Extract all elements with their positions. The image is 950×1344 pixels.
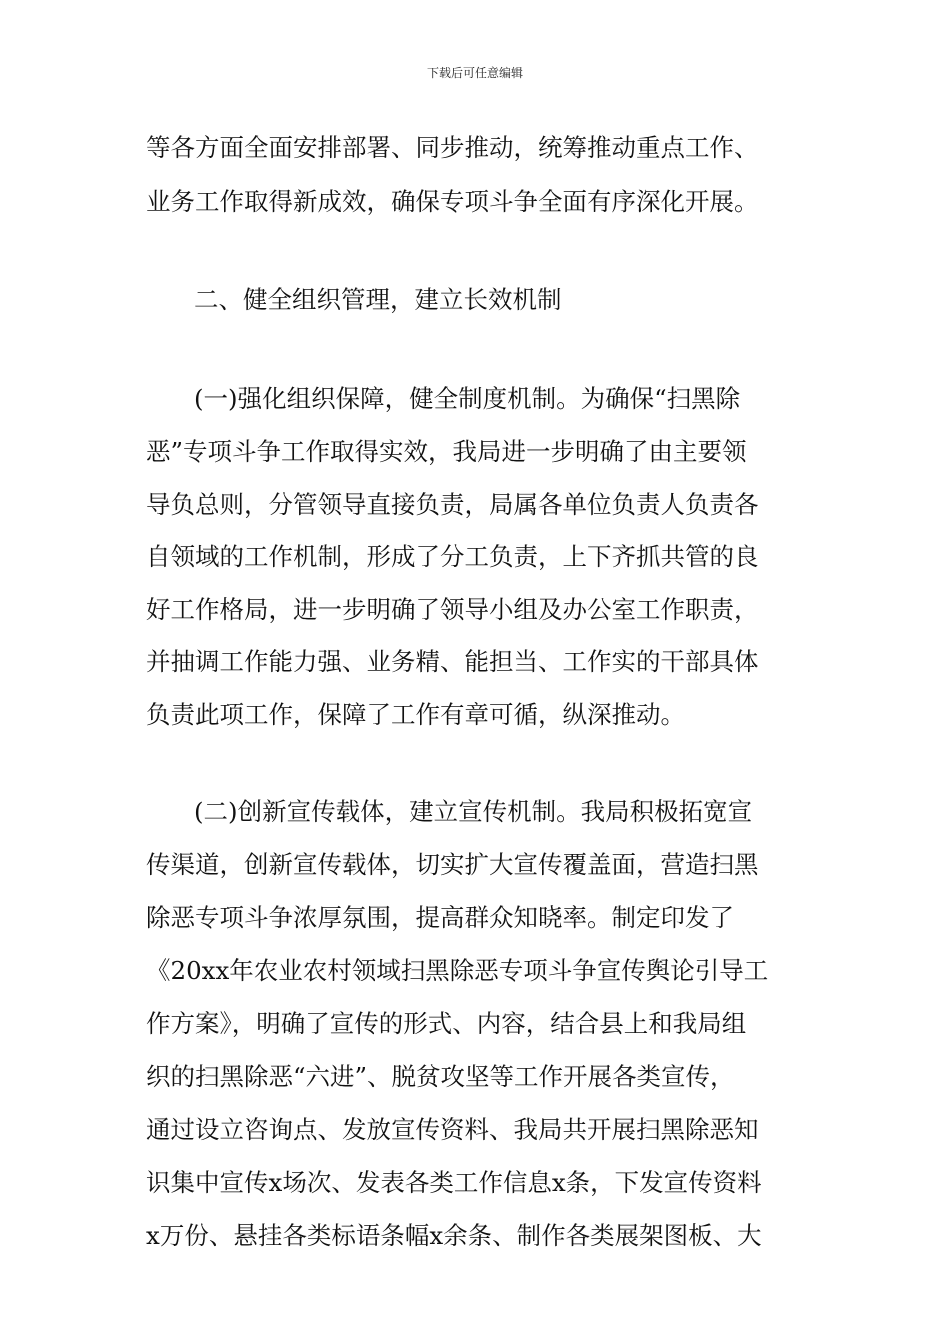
text-line: 作方案》，明确了宣传的形式、内容，结合县上和我局组 [146,1009,747,1038]
text-line: 等各方面全面安排部署、同步推动，统筹推动重点工作、 [146,133,759,162]
text-line: 识集中宣传x场次、发表各类工作信息x条，下发宣传资料 [146,1168,762,1197]
text-line: 负责此项工作，保障了工作有章可循，纵深推动。 [146,700,685,729]
text-line: 织的扫黑除恶“六进”、脱贫攻坚等工作开展各类宣传， [146,1062,735,1091]
text-line: 导负总则，分管领导直接负责，局属各单位负责人负责各 [146,490,759,519]
page-header: 下载后可任意编辑 [426,66,523,80]
section-heading: 二、健全组织管理，建立长效机制 [194,285,562,314]
text-line: 通过设立咨询点、发放宣传资料、我局共开展扫黑除恶知 [146,1115,759,1144]
text-line: 业务工作取得新成效，确保专项斗争全面有序深化开展。 [146,187,759,216]
text-line: 并抽调工作能力强、业务精、能担当、工作实的干部具体 [146,647,759,676]
text-line: 《20xx年农业农村领域扫黑除恶专项斗争宣传舆论引导工 [146,956,769,985]
text-line: 恶”专项斗争工作取得实效，我局进一步明确了由主要领 [146,437,747,466]
text-line: x万份、悬挂各类标语条幅x余条、制作各类展架图板、大 [146,1221,762,1250]
text-line: 自领域的工作机制，形成了分工负责，上下齐抓共管的良 [146,542,759,571]
text-line: 好工作格局，进一步明确了领导小组及办公室工作职责， [146,595,759,624]
text-line: 除恶专项斗争浓厚氛围，提高群众知晓率。制定印发了 [146,903,734,932]
text-line: (二)创新宣传载体，建立宣传机制。我局积极拓宽宣 [194,797,753,826]
text-line: 传渠道，创新宣传载体，切实扩大宣传覆盖面，营造扫黑 [146,850,759,879]
text-line: (一)强化组织保障，健全制度机制。为确保“扫黑除 [194,384,741,413]
